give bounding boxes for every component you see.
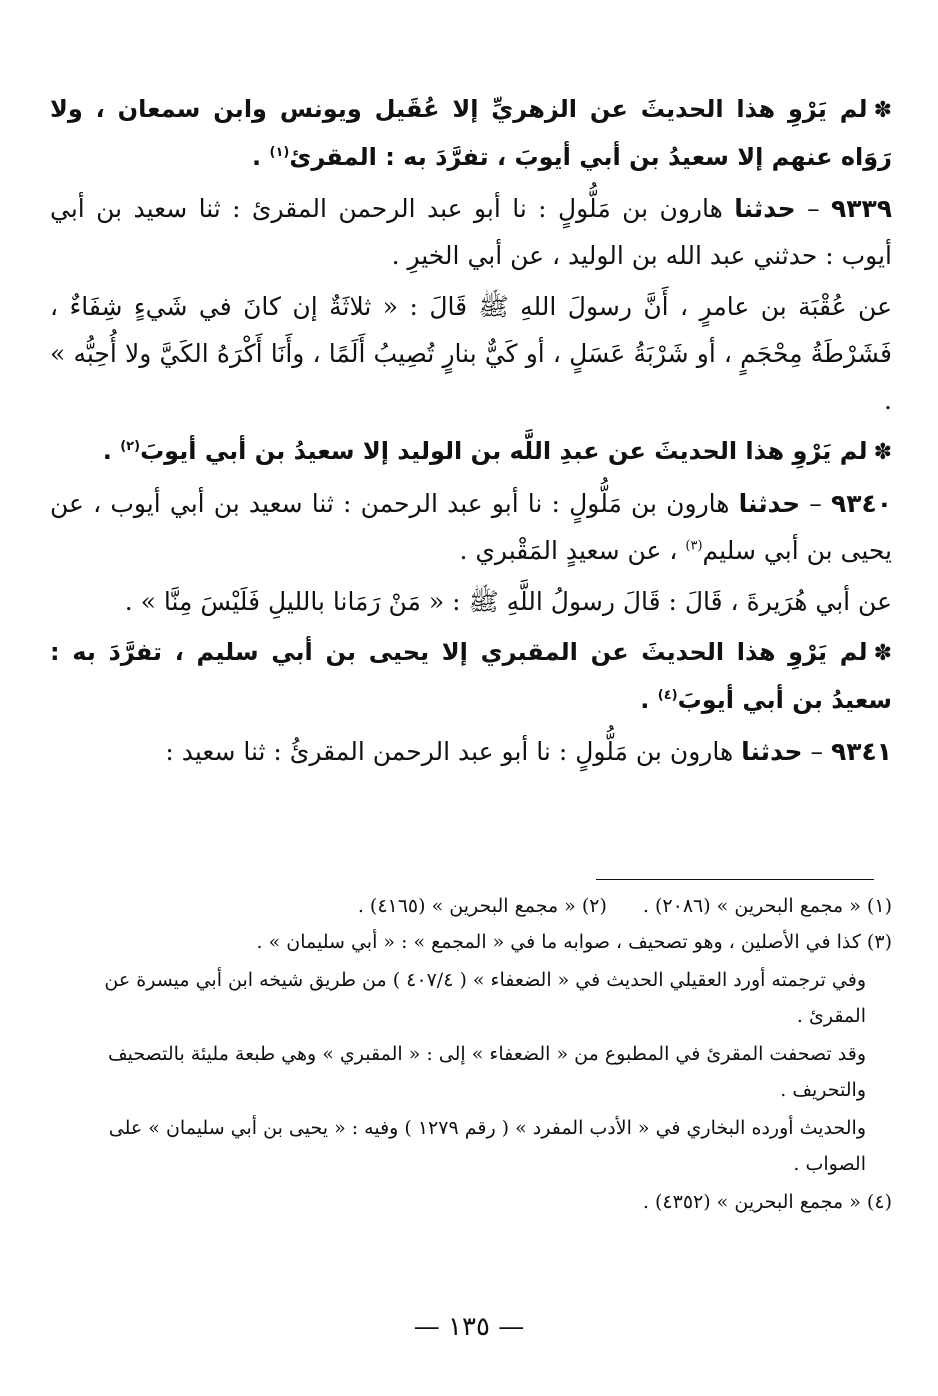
star-icon: ✽ [873, 98, 892, 123]
footnote-2: (٢) « مجمع البحرين » (٤١٦٥) . [357, 895, 607, 917]
hadith-text: عن أبي هُرَيرةَ ، قَالَ : قَالَ رسولُ اللَّهِ ﷺ : « مَنْ رَمَانا بالليلِ فَلَيْسَ مِنَّا » . [124, 587, 892, 616]
footnote-3-continued: والحديث أورده البخاري في « الأدب المفرد » ( رقم ١٢٧٩ ) وفيه : « يحيى بن أبي سليمان » على الصواب . [108, 1117, 866, 1175]
hadith-lead: حدثنا [741, 737, 803, 766]
hadith-lead: حدثنا [738, 489, 801, 518]
editor-note: ✽لم يَرْوِ هذا الحديثَ عن الزهريِّ إلا عُقَيل ويونس وابن سمعان ، ولا رَوَاه عنهم إلا سعيدُ بن أبي أيوبَ ، تفرَّدَ به : المقرئ$^{(١)}$ . [50, 95, 892, 171]
star-icon: ✽ [873, 641, 892, 666]
editor-note: ✽لم يَرْوِ هذا الحديثَ عن عبدِ اللَّه بن الوليد إلا سعيدُ بن أبي أيوبَ$^{(٢)}$ . [102, 437, 892, 465]
hadith-lead: حدثنا [734, 194, 796, 223]
hadith-number: ٩٣٤٠ [830, 489, 892, 518]
hadith-number: ٩٣٤١ [830, 737, 892, 766]
footnotes [50, 888, 892, 1222]
page-number: — ١٣٥ — [413, 1312, 525, 1342]
footnote-4: (٤) « مجمع البحرين » (٤٣٥٢) . [642, 1191, 892, 1213]
editor-note: ✽لم يَرْوِ هذا الحديثَ عن المقبري إلا يحيى بن أبي سليم ، تفرَّدَ به : سعيدُ بن أبي أيوبَ$^{(٤)}$ . [50, 638, 892, 714]
footnote-3: (٣) كذا في الأصلين ، وهو تصحيف ، صوابه ما في « المجمع » : « أبي سليمان » . [256, 931, 892, 953]
hadith-number: ٩٣٣٩ [830, 194, 893, 223]
hadith-paragraph: ٩٣٤٠ – حدثنا هارون بن مَلُّولٍ : نا أبو عبد الرحمن : ثنا سعيد بن أبي أيوب ، عن يحيى بن أبي سليم$^{(٣)}$ ، عن سعيدٍ المَقْبري . [50, 489, 892, 565]
hadith-text: عن عُقْبَة بن عامرٍ ، أَنَّ رسولَ اللهِ ﷺ قَالَ : « ثلاثَةٌ إن كانَ في شَيءٍ شِفَاءٌ ، فَشَرْطَةُ مِحْجَمٍ ، أو شَرْبَةُ عَسَلٍ ، أو كَيٌّ بنارٍ تُصِيبُ أَلَمًا ، وأَنَا أَكْرَهُ الكَيَّ ولا أُحِبُّه » . [50, 292, 892, 415]
footnote-row [50, 888, 892, 924]
footnote-divider [596, 879, 874, 880]
footnote-3-continued: وقد تصحفت المقرئ في المطبوع من « الضعفاء » إلى : « المقبري » وهي طبعة مليئة بالتصحيف والتحريف . [107, 1043, 866, 1101]
footnote-3-continued: وفي ترجمته أورد العقيلي الحديث في « الضعفاء » ( ٤٠٧/٤ ) من طريق شيخه ابن أبي ميسرة عن المقرئ . [104, 969, 866, 1027]
hadith-paragraph: ٩٣٣٩ – حدثنا هارون بن مَلُّولٍ : نا أبو عبد الرحمن المقرئ : ثنا سعيد بن أبي أيوب : حدثني عبد الله بن الوليد ، عن أبي الخيرِ . [50, 194, 893, 270]
footnote-1: (١) « مجمع البحرين » (٢٠٨٦) . [642, 895, 892, 917]
hadith-paragraph: ٩٣٤١ – حدثنا هارون بن مَلُّولٍ : نا أبو عبد الرحمن المقرئُ : ثنا سعيد : [165, 737, 892, 766]
star-icon: ✽ [873, 440, 892, 465]
main-text [50, 86, 892, 779]
